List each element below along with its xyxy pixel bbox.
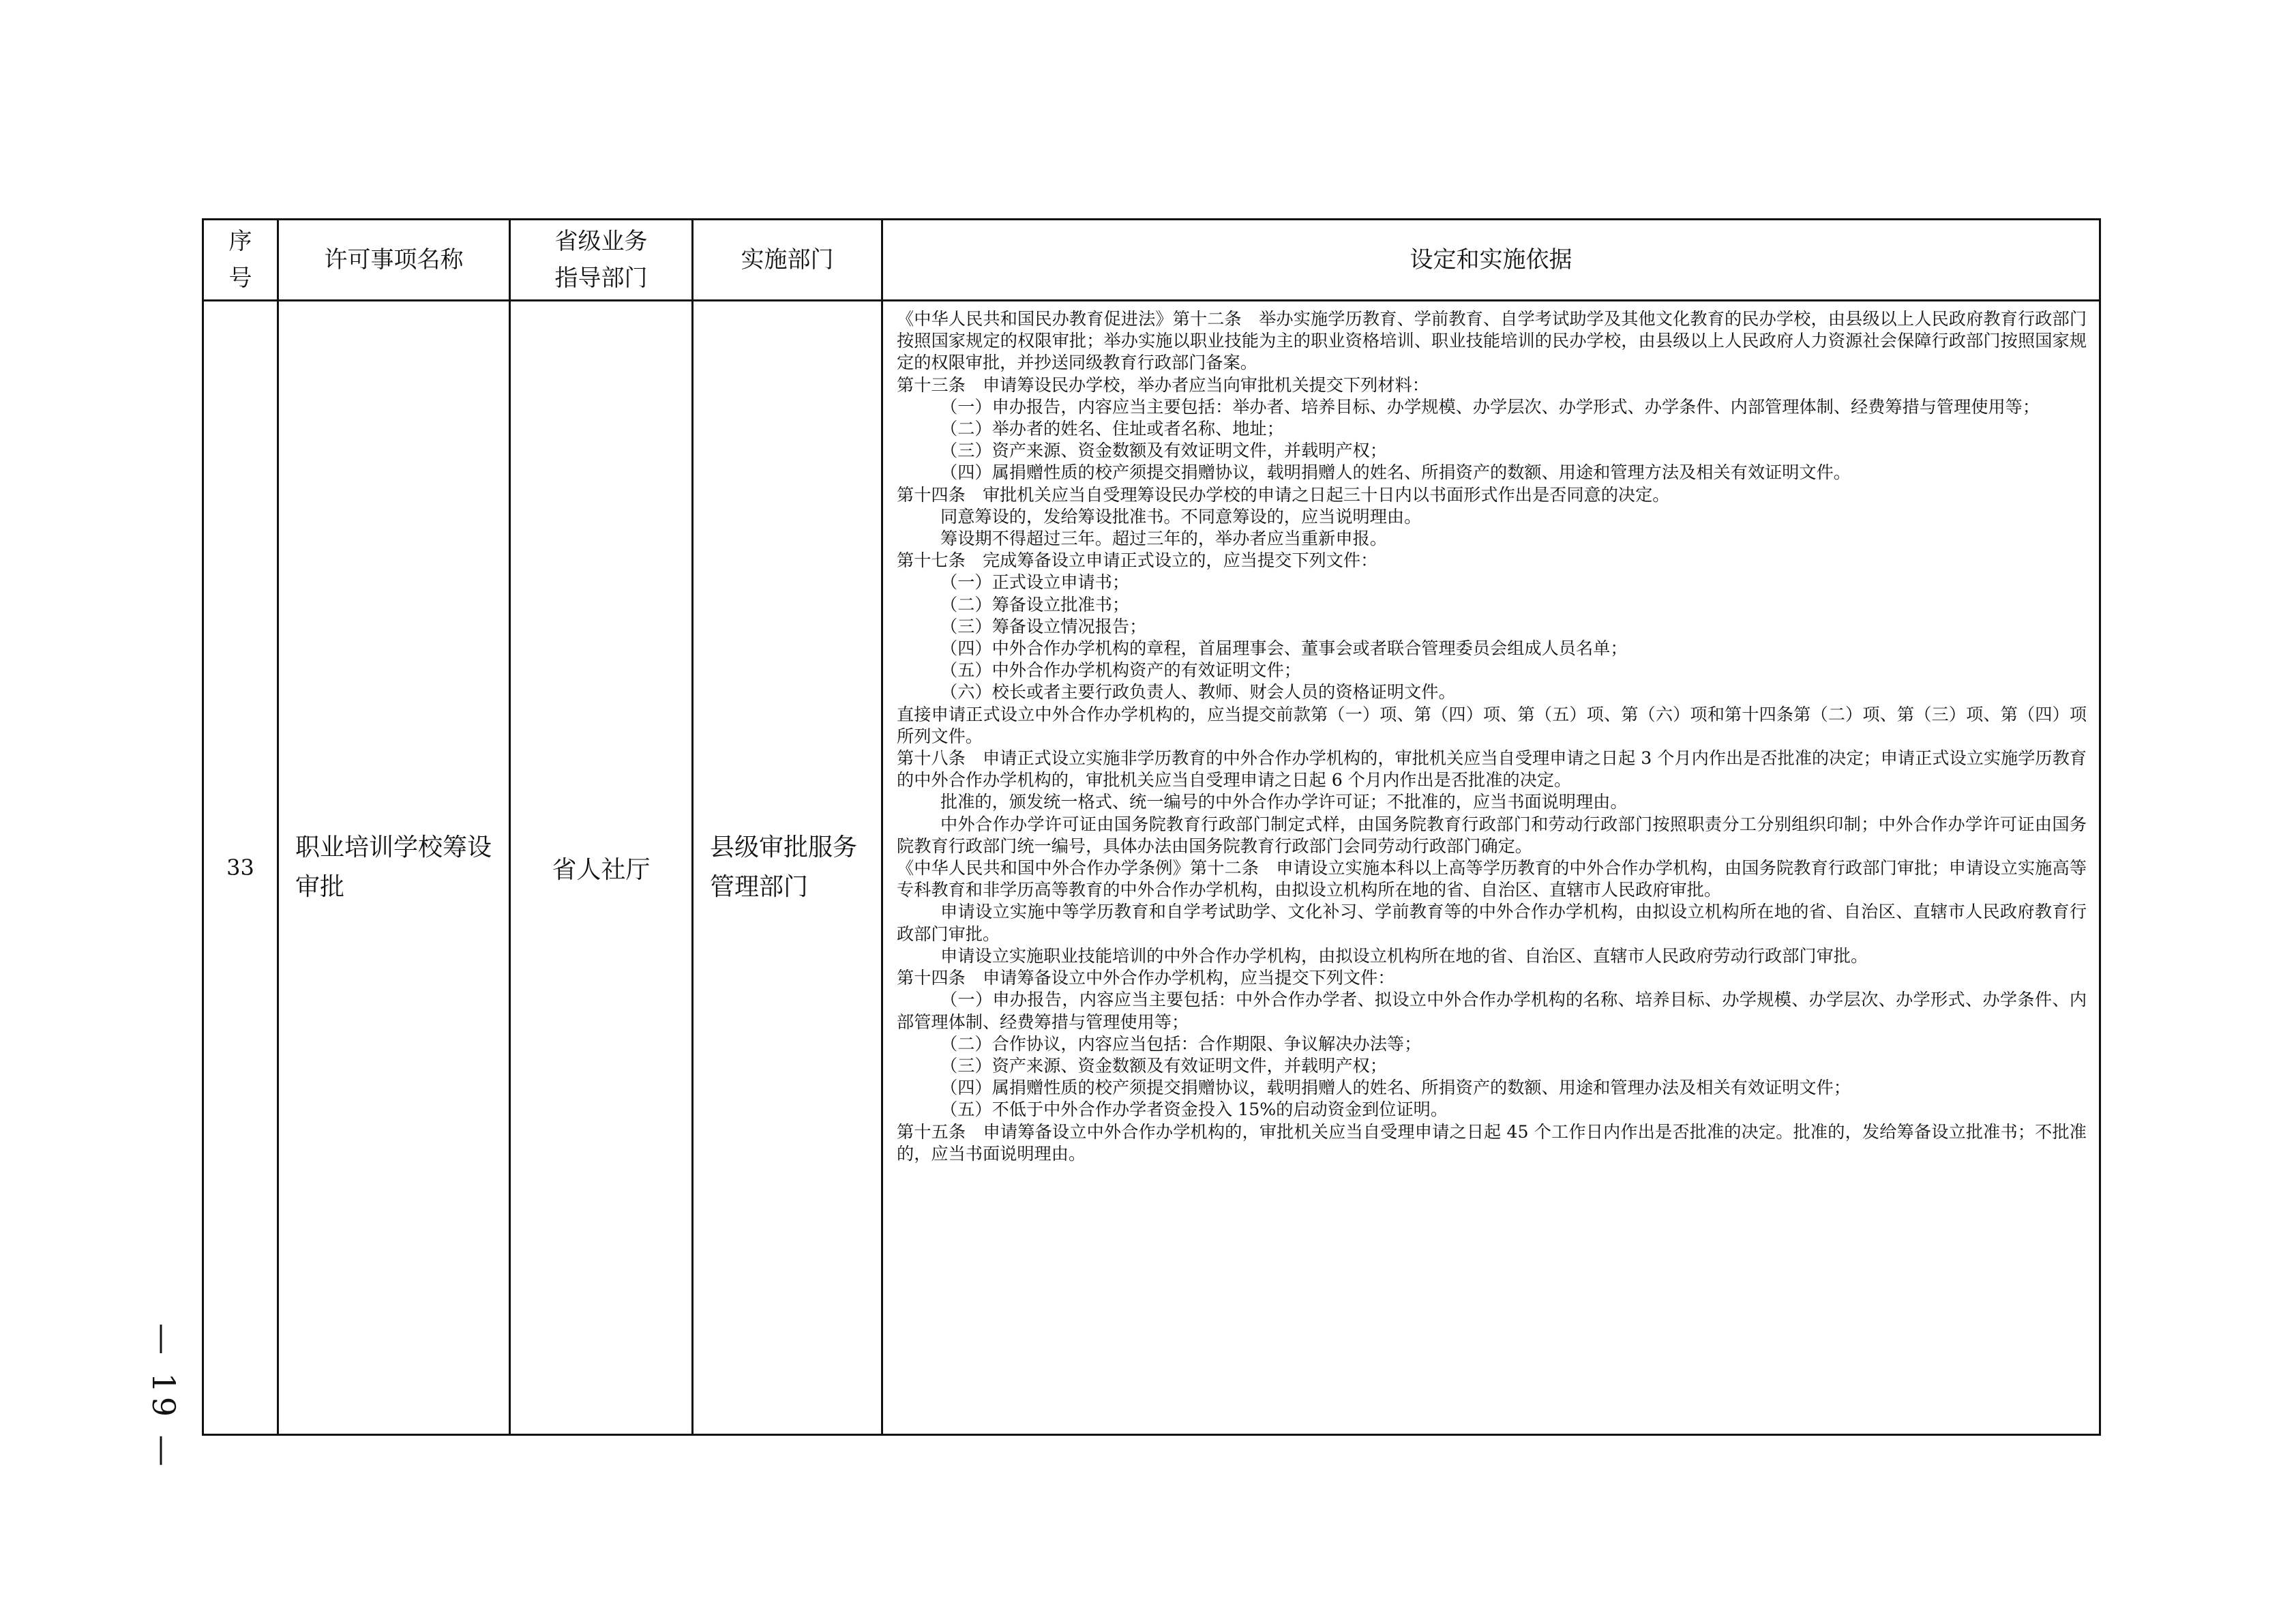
basis-paragraph: 《中华人民共和国民办教育促进法》第十二条 举办实施学历教育、学前教育、自学考试助学及其他文化教育的民办学校，由县级以上人民政府教育行政部门按照国家规定的权限审批；举办实施以职业技能为主的职业资格培训、职业技能培训的民办学校，由县级以上人民政府人力资源社会保障行政部门按照国家规定的权限审批，并抄送同级教育行政部门备案。 (897, 309, 2087, 373)
basis-paragraph: （一）申办报告，内容应当主要包括：举办者、培养目标、办学规模、办学层次、办学形式、办学条件、内部管理体制、经费筹措与管理使用等； (940, 396, 2040, 417)
page-number-text: — 19 — (145, 1323, 182, 1471)
row-seq: 33 (203, 301, 278, 1435)
header-implementing-dept: 实施部门 (693, 220, 882, 301)
basis-paragraph: 直接申请正式设立中外合作办学机构的，应当提交前款第（一）项、第（四）项、第（五）项、第（六）项和第十四条第（二）项、第（三）项、第（四）项所列文件。 (897, 704, 2087, 746)
basis-paragraph: 同意筹设的，发给筹设批准书。不同意筹设的，应当说明理由。 (940, 506, 1422, 527)
header-item-name: 许可事项名称 (278, 220, 510, 301)
basis-paragraph: 中外合作办学许可证由国务院教育行政部门制定式样，由国务院教育行政部门和劳动行政部门按照职责分工分别组织印制；中外合作办学许可证由国务院教育行政部门统一编号，具体办法由国务院教育行政部门会同劳动行政部门确定。 (897, 814, 2087, 856)
basis-paragraph: （五）中外合作办学机构资产的有效证明文件； (940, 660, 1301, 681)
basis-paragraph: （一）申办报告，内容应当主要包括：中外合作办学者、拟设立中外合作办学机构的名称、培养目标、办学规模、办学层次、办学形式、办学条件、内部管理体制、经费筹措与管理使用等； (897, 990, 2087, 1032)
basis-paragraph: （五）不低于中外合作办学者资金投入 15%的启动资金到位证明。 (940, 1099, 1448, 1120)
row-provincial-dept: 省人社厅 (510, 301, 693, 1435)
row-item-name: 职业培训学校筹设审批 (278, 301, 510, 1435)
basis-paragraph: 第十四条 申请筹备设立中外合作办学机构，应当提交下列文件： (897, 968, 1395, 988)
table-header-row (203, 220, 2100, 301)
page-number (143, 1248, 184, 1471)
header-seq: 序号 (203, 220, 278, 301)
basis-paragraph: （三）资产来源、资金数额及有效证明文件，并载明产权； (940, 441, 1387, 461)
basis-paragraph: 第十四条 审批机关应当自受理筹设民办学校的申请之日起三十日内以书面形式作出是否同意的决定。 (897, 484, 1670, 505)
row-legal-basis (882, 301, 2100, 1435)
basis-paragraph: （四）属捐赠性质的校产须提交捐赠协议，载明捐赠人的姓名、所捐资产的数额、用途和管理办法及相关有效证明文件； (940, 1078, 1851, 1098)
basis-paragraph: （四）属捐赠性质的校产须提交捐赠协议，载明捐赠人的姓名、所捐资产的数额、用途和管理方法及相关有效证明文件。 (940, 462, 1851, 483)
basis-paragraph: 批准的，颁发统一格式、统一编号的中外合作办学许可证；不批准的，应当书面说明理由。 (940, 792, 1628, 812)
basis-paragraph: 《中华人民共和国中外合作办学条例》第十二条 申请设立实施本科以上高等学历教育的中外合作办学机构，由国务院教育行政部门审批；申请设立实施高等专科教育和非学历高等教育的中外合作办学机构，由拟设立机构所在地的省、自治区、直辖市人民政府审批。 (897, 858, 2087, 900)
row-implementing-dept: 县级审批服务管理部门 (693, 301, 882, 1435)
basis-paragraph: （一）正式设立申请书； (940, 572, 1130, 593)
basis-paragraph: （二）举办者的姓名、住址或者名称、地址； (940, 419, 1284, 439)
basis-paragraph: （三）筹备设立情况报告； (940, 616, 1147, 636)
basis-paragraph: 筹设期不得超过三年。超过三年的，举办者应当重新申报。 (940, 529, 1387, 549)
basis-paragraph: 第十三条 申请筹设民办学校，举办者应当向审批机关提交下列材料： (897, 374, 1429, 395)
basis-paragraph: （二）筹备设立批准书； (940, 594, 1130, 615)
basis-paragraph: 申请设立实施职业技能培训的中外合作办学机构，由拟设立机构所在地的省、自治区、直辖市人民政府劳动行政部门审批。 (940, 945, 1868, 966)
basis-paragraph: 第十五条 申请筹备设立中外合作办学机构的，审批机关应当自受理申请之日起 45 个工作日内作出是否批准的决定。批准的，发给筹备设立批准书；不批准的，应当书面说明理由。 (897, 1121, 2087, 1164)
basis-paragraph: 第十八条 申请正式设立实施非学历教育的中外合作办学机构的，审批机关应当自受理申请之日起 3 个月内作出是否批准的决定；申请正式设立实施学历教育的中外合作办学机构的，审批机关应当自受理申请之日起 6 个月内作出是否批准的决定。 (897, 748, 2087, 791)
table-row (203, 301, 2100, 1435)
header-legal-basis: 设定和实施依据 (882, 220, 2100, 301)
basis-paragraph: （四）中外合作办学机构的章程，首届理事会、董事会或者联合管理委员会组成人员名单； (940, 638, 1628, 659)
basis-paragraph: 第十七条 完成筹备设立申请正式设立的，应当提交下列文件： (897, 550, 1378, 571)
header-provincial-dept: 省级业务指导部门 (510, 220, 693, 301)
legal-basis-text (897, 308, 2087, 1165)
basis-paragraph: （三）资产来源、资金数额及有效证明文件，并载明产权； (940, 1055, 1387, 1076)
basis-paragraph: （六）校长或者主要行政负责人、教师、财会人员的资格证明文件。 (940, 682, 1456, 703)
basis-paragraph: 申请设立实施中等学历教育和自学考试助学、文化补习、学前教育等的中外合作办学机构，由拟设立机构所在地的省、自治区、直辖市人民政府教育行政部门审批。 (897, 902, 2087, 944)
basis-paragraph: （二）合作协议，内容应当包括：合作期限、争议解决办法等； (940, 1033, 1422, 1054)
permit-table (202, 218, 2101, 1436)
